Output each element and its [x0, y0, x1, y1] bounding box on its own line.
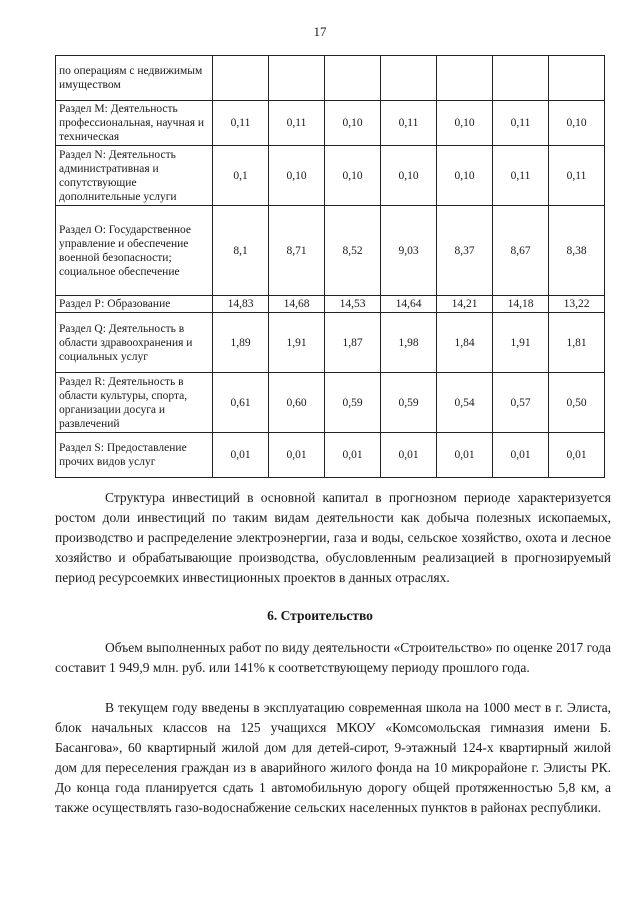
table-cell: 0,11: [549, 146, 605, 206]
row-label: Раздел Р: Образование: [56, 296, 213, 313]
table-cell: 0,50: [549, 373, 605, 433]
table-cell: 0,01: [549, 433, 605, 478]
table-cell: 0,60: [269, 373, 325, 433]
table-cell: 0,11: [213, 101, 269, 146]
table-cell: 0,10: [381, 146, 437, 206]
table-row: [56, 56, 605, 101]
table-cell: 0,10: [325, 146, 381, 206]
table-cell: [437, 56, 493, 101]
table-cell: [213, 56, 269, 101]
table-body: [56, 56, 605, 478]
table-cell: 0,11: [493, 101, 549, 146]
table-cell: 0,57: [493, 373, 549, 433]
table-row: [56, 146, 605, 206]
table-cell: 8,52: [325, 206, 381, 296]
table-cell: [493, 56, 549, 101]
table-cell: 0,01: [269, 433, 325, 478]
table-cell: 0,1: [213, 146, 269, 206]
table-cell: 8,37: [437, 206, 493, 296]
table-cell: 0,59: [325, 373, 381, 433]
table-row: [56, 313, 605, 373]
table-cell: 14,53: [325, 296, 381, 313]
table-cell: 8,38: [549, 206, 605, 296]
table-row: [56, 373, 605, 433]
investment-structure-table: [55, 55, 605, 478]
table-cell: 0,01: [493, 433, 549, 478]
table-cell: 0,11: [493, 146, 549, 206]
table-cell: 1,89: [213, 313, 269, 373]
section-title-construction: 6. Строительство: [267, 608, 373, 623]
table-cell: [549, 56, 605, 101]
table-cell: 9,03: [381, 206, 437, 296]
table-cell: 0,11: [381, 101, 437, 146]
table-cell: 0,54: [437, 373, 493, 433]
table-cell: 0,01: [437, 433, 493, 478]
paragraph-construction-objects: [55, 698, 611, 818]
table-cell: 14,21: [437, 296, 493, 313]
table-cell: 0,59: [381, 373, 437, 433]
table-cell: 14,64: [381, 296, 437, 313]
table-cell: 13,22: [549, 296, 605, 313]
page-number: 17: [313, 24, 327, 39]
table-cell: 0,10: [549, 101, 605, 146]
table-cell: 0,01: [381, 433, 437, 478]
table-cell: 0,01: [325, 433, 381, 478]
table-cell: 0,10: [437, 101, 493, 146]
table-cell: 14,18: [493, 296, 549, 313]
paragraph-investment-structure: [55, 488, 611, 588]
table-cell: 8,67: [493, 206, 549, 296]
paragraph-construction-objects-text: В текущем году введены в эксплуатацию современная школа на 1000 мест в г. Элиста, блок начальных классов на 125 учащихся МКОУ «Комсомольская гимназия имени Б. Басангова», 60 квартирный жилой дом для детей-сирот, 9-этажный 124-х квартирный жилой дом для переселения граждан из в аварийного жилого фонда на 10 микрорайоне г. Элисты РК. До конца года планируется сдать 1 автомобильную дорогу общей протяженностью 5,8 км, а также осуществлять газо-водоснабжение сельских населенных пунктов в районах республики.: [55, 700, 611, 815]
row-label: Раздел М: Деятельность профессиональная, научная и техническая: [56, 101, 213, 146]
table-cell: 8,71: [269, 206, 325, 296]
table-row: [56, 206, 605, 296]
table-cell: 1,91: [269, 313, 325, 373]
row-label: Раздел О: Государственное управление и обеспечение военной безопасности; социальное обеспечение: [56, 206, 213, 296]
table-cell: [269, 56, 325, 101]
table-cell: 1,91: [493, 313, 549, 373]
table-cell: 0,10: [269, 146, 325, 206]
table-cell: 0,11: [269, 101, 325, 146]
table-cell: 1,81: [549, 313, 605, 373]
table-cell: 8,1: [213, 206, 269, 296]
table-cell: [381, 56, 437, 101]
row-label: Раздел N: Деятельность административная и сопутствующие дополнительные услуги: [56, 146, 213, 206]
paragraph-construction-volume: [55, 638, 611, 678]
table-cell: 14,83: [213, 296, 269, 313]
table-cell: 1,84: [437, 313, 493, 373]
table-row: [56, 433, 605, 478]
table-cell: 1,98: [381, 313, 437, 373]
row-label: Раздел R: Деятельность в области культуры, спорта, организации досуга и развлечений: [56, 373, 213, 433]
table-cell: 14,68: [269, 296, 325, 313]
row-label: Раздел Q: Деятельность в области здравоохранения и социальных услуг: [56, 313, 213, 373]
table-cell: 0,61: [213, 373, 269, 433]
table-row: [56, 101, 605, 146]
paragraph-construction-volume-text: Объем выполненных работ по виду деятельности «Строительство» по оценке 2017 года составит 1 949,9 млн. руб. или 141% к соответствующему периоду прошлого года.: [55, 640, 611, 675]
table-cell: 1,87: [325, 313, 381, 373]
row-label: Раздел S: Предоставление прочих видов услуг: [56, 433, 213, 478]
table-cell: [325, 56, 381, 101]
row-label: по операциям с недвижимым имуществом: [56, 56, 213, 101]
table-cell: 0,01: [213, 433, 269, 478]
table-cell: 0,10: [437, 146, 493, 206]
table-cell: 0,10: [325, 101, 381, 146]
paragraph-investment-structure-text: Структура инвестиций в основной капитал в прогнозном периоде характеризуется ростом доли инвестиций по таким видам деятельности как добыча полезных ископаемых, производство и распределение электроэнергии, газа и воды, сельское хозяйство, охота и лесное хозяйство и обрабатывающие производства, обусловленным реализацией в прогнозируемый период ресурсоемких инвестиционных проектов в данных отраслях.: [55, 490, 611, 585]
table-row: [56, 296, 605, 313]
